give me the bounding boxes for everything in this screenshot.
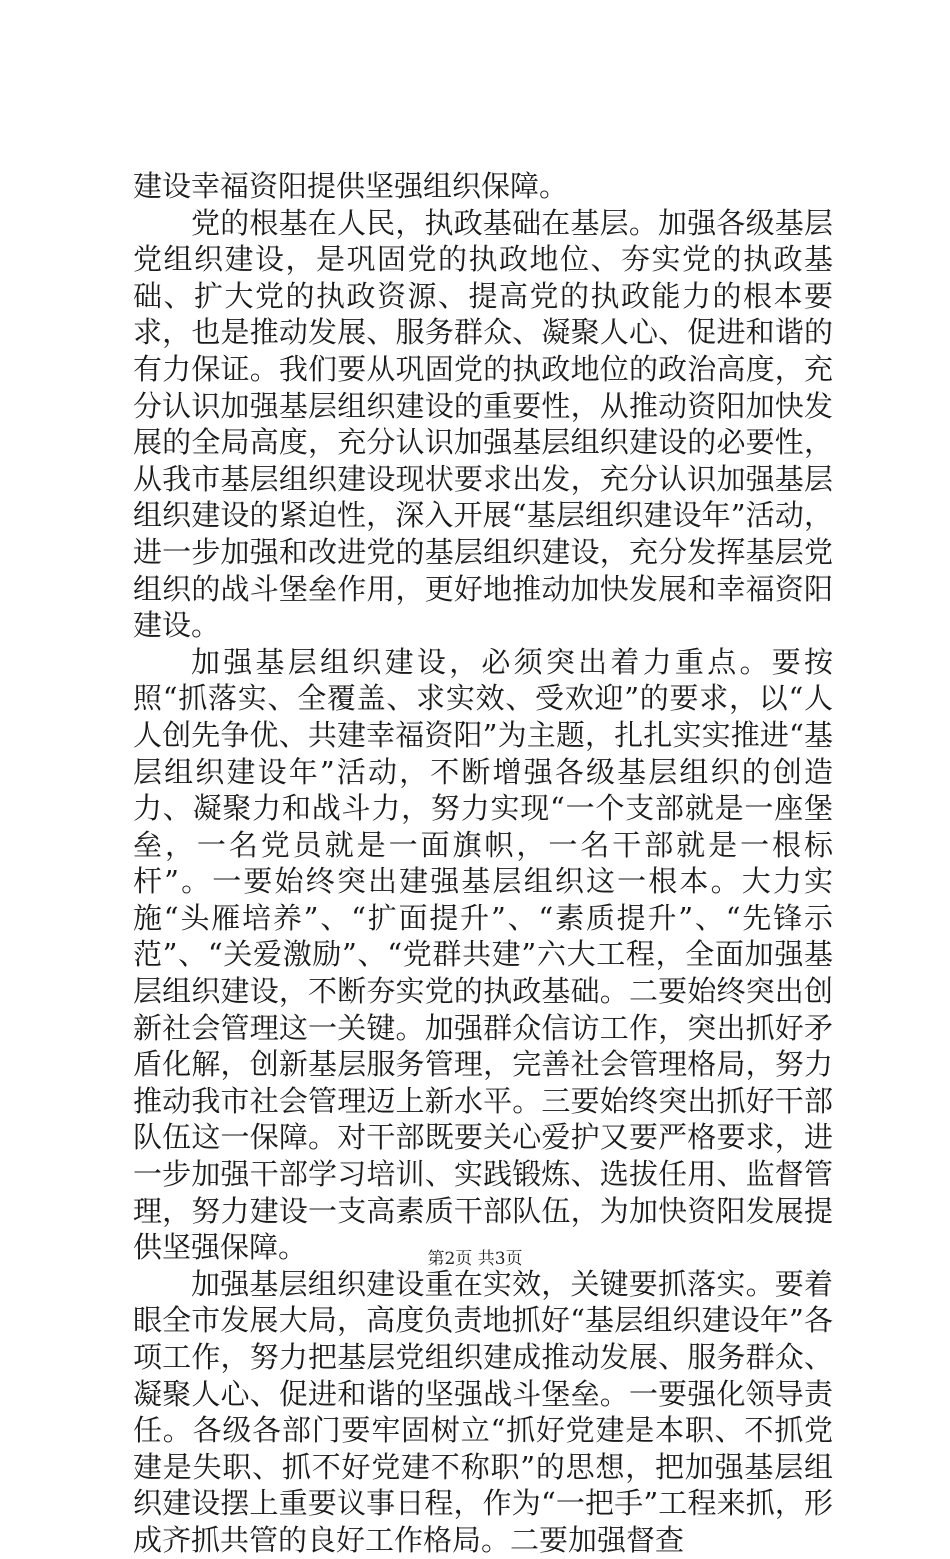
paragraph-2: 党的根基在人民，执政基础在基层。加强各级基层党组织建设，是巩固党的执政地位、夯实党的执政基础、扩大党的执政资源、提高党的执政能力的根本要求，也是推动发展、服务群众、凝聚人心、促进和谐的有力保证。我们要从巩固党的执政地位的政治高度，充分认识加强基层组织建设的重要性，从推动资阳加快发展的全局高度，充分认识加强基层组织建设的必要性，从我市基层组织建设现状要求出发，充分认识加强基层组织建设的紧迫性，深入开展“基层组织建设年”活动，进一步加强和改进党的基层组织建设，充分发挥基层党组织的战斗堡垒作用，更好地推动加快发展和幸福资阳建设。 [133,205,833,643]
page-number-footer: 第2页 共3页 [427,1249,523,1269]
paragraph-3: 加强基层组织建设，必须突出着力重点。要按照“抓落实、全覆盖、求实效、受欢迎”的要求，以“人人创先争优、共建幸福资阳”为主题，扎扎实实推进“基层组织建设年”活动，不断增强各级基层组织的创造力、凝聚力和战斗力，努力实现“一个支部就是一座堡垒，一名党员就是一面旗帜，一名干部就是一根标杆”。一要始终突出建强基层组织这一根本。大力实施“头雁培养”、“扩面提升”、“素质提升”、“先锋示范”、“关爱激励”、“党群共建”六大工程，全面加强基层组织建设，不断夯实党的执政基础。二要始终突出创新社会管理这一关键。加强群众信访工作，突出抓好矛盾化解，创新基层服务管理，完善社会管理格局，努力推动我市社会管理迈上新水平。三要始终突出抓好干部队伍这一保障。对干部既要关心爱护又要严格要求，进一步加强干部学习培训、实践锻炼、选拔任用、监督管理，努力建设一支高素质干部队伍，为加快资阳发展提供坚强保障。 [133,644,833,1265]
document-body [133,168,833,1559]
paragraph-4: 加强基层组织建设重在实效，关键要抓落实。要着眼全市发展大局，高度负责地抓好“基层组织建设年”各项工作，努力把基层党组织建成推动发展、服务群众、凝聚人心、促进和谐的坚强战斗堡垒。一要强化领导责任。各级各部门要牢固树立“抓好党建是本职、不抓党建是失职、抓不好党建不称职”的思想，把加强基层组织建设摆上重要议事日程，作为“一把手”工程来抓，形成齐抓共管的良好工作格局。二要加强督查 [133,1266,833,1557]
paragraph-1: 建设幸福资阳提供坚强组织保障。 [133,169,569,203]
